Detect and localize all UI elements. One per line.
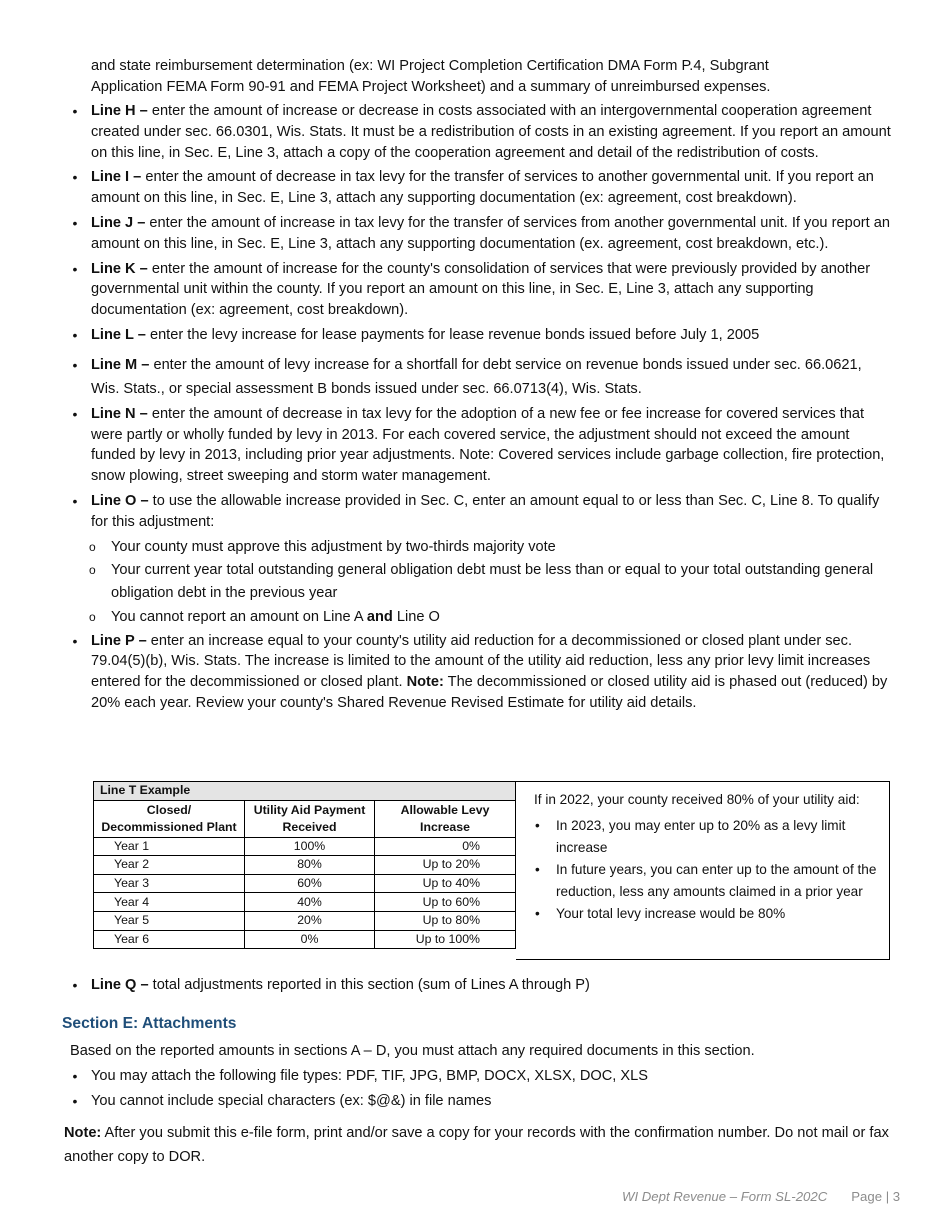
bullet-icon bbox=[70, 975, 80, 997]
bullet-icon bbox=[70, 259, 80, 281]
table-cell: 80% bbox=[245, 856, 375, 875]
line-label: Line P – bbox=[91, 632, 147, 649]
bullet-icon bbox=[70, 167, 80, 189]
page-footer bbox=[622, 1187, 900, 1208]
line-q-item bbox=[70, 975, 900, 996]
line-o-subitem bbox=[70, 605, 892, 629]
bullet-icon bbox=[70, 631, 80, 653]
line-label: Line H – bbox=[91, 103, 148, 119]
line-text: enter the amount of levy increase for a shortfall for debt service on revenue bonds issued under sec. 66.0621, Wis. Stats., or special assessment B bonds issued under sec. 66.0713(4), Wis. Stats. bbox=[91, 356, 862, 397]
example-bullet: • In 2023, you may enter up to 20% as a levy limit increase bbox=[516, 815, 889, 859]
line-q-list bbox=[70, 975, 900, 996]
line-o-subitem bbox=[70, 535, 892, 559]
subitem-text: Line O bbox=[392, 608, 440, 625]
line-n-item bbox=[70, 404, 892, 487]
line-instructions-list bbox=[70, 101, 892, 714]
bullet-icon bbox=[70, 491, 80, 513]
bullet-icon bbox=[70, 1066, 80, 1088]
line-j-item bbox=[70, 213, 892, 255]
continuation-line-1: and state reimbursement determination (ex: WI Project Completion Certification DMA Form P.4, Subgrant bbox=[91, 58, 769, 74]
line-i-item bbox=[70, 167, 892, 209]
line-t-example-table bbox=[93, 781, 516, 949]
section-e-bullets bbox=[70, 1066, 900, 1112]
line-p-item bbox=[70, 631, 892, 714]
bullet-icon bbox=[70, 325, 80, 347]
bullet-icon bbox=[70, 1091, 80, 1113]
line-label: Line I – bbox=[91, 169, 142, 186]
example-intro: If in 2022, your county received 80% of your utility aid: bbox=[534, 792, 860, 807]
continuation-line-2: Application FEMA Form 90-91 and FEMA Project Worksheet) and a summary of unreimbursed expenses. bbox=[91, 78, 771, 95]
table-cell: 0% bbox=[245, 930, 375, 949]
table-row bbox=[94, 930, 516, 949]
table-cell: Year 2 bbox=[94, 856, 245, 875]
line-h-item bbox=[70, 101, 892, 163]
table-row bbox=[94, 911, 516, 930]
hollow-bullet-icon bbox=[89, 605, 96, 629]
table-cell: 60% bbox=[245, 874, 375, 893]
submission-note bbox=[64, 1121, 904, 1169]
note-text: The decommissioned or closed utility aid is phased out (reduced) by 20% each year. Review your county's Shared Revenue Revised Estimate for utility aid details. bbox=[91, 674, 888, 711]
attachment-rule bbox=[70, 1091, 900, 1112]
line-label: Line N – bbox=[91, 405, 148, 422]
line-text: enter the amount of increase or decrease in costs associated with an intergovernmental cooperation agreement created under sec. 66.0301, Wis. Stats. It must be a redistribution of costs in an existing agreement. If you report an amount on this line, in Sec. E, Line 3, attach a copy of the cooperation agreement and detail of the redistribution of costs. bbox=[91, 103, 891, 161]
line-label: Line M – bbox=[91, 356, 150, 373]
line-text: to use the allowable increase provided in Sec. C, enter an amount equal to or less than Sec. C, Line 8. To qualify for this adjustment: bbox=[91, 492, 880, 530]
table-row bbox=[94, 893, 516, 912]
example-bullets bbox=[516, 815, 889, 925]
table-cell: Year 6 bbox=[94, 930, 245, 949]
footer-form-name: WI Dept Revenue – Form SL-202C bbox=[622, 1189, 828, 1204]
table-cell: 40% bbox=[245, 893, 375, 912]
bullet-icon bbox=[70, 101, 80, 123]
line-label: Line L – bbox=[91, 326, 146, 343]
line-text: enter the amount of increase in tax levy for the transfer of services from another governmental unit. If you report an amount on this line, in Sec. E, Line 3, attach any supporting documentation (ex. agreement, cost breakdown, etc.). bbox=[91, 214, 891, 252]
footer-page-number: Page | 3 bbox=[851, 1189, 901, 1204]
line-text: total adjustments reported in this section (sum of Lines A through P) bbox=[152, 977, 590, 993]
line-text: enter the amount of increase for the county's consolidation of services that were previously provided by another governmental unit within the county. If you report an amount on this line, in Sec. E, Line 3, attach any supporting documentation (ex: agreement, cost breakdown). bbox=[91, 260, 871, 319]
table-cell: Up to 40% bbox=[375, 874, 516, 893]
line-text: enter an increase equal to your county's utility aid reduction for a decommissioned or closed plant under sec. 79.04(5)(b), Wis. Stats. The increase is limited to the amount of the utility aid reduction, less any prior levy limit increases entered for the decommissioned or closed plant. bbox=[91, 632, 871, 691]
line-label: Line O – bbox=[91, 492, 149, 509]
line-l-item bbox=[70, 325, 892, 346]
bullet-icon bbox=[70, 404, 80, 426]
line-label: Line J – bbox=[91, 214, 146, 231]
table-cell: 100% bbox=[245, 837, 375, 856]
bullet-icon bbox=[70, 213, 80, 235]
bullet-icon bbox=[70, 353, 80, 378]
note-label: Note: bbox=[64, 1125, 102, 1141]
line-o-subitem bbox=[70, 559, 892, 605]
example-bullet: • Your total levy increase would be 80% bbox=[516, 903, 889, 925]
subitem-text: Your county must approve this adjustment by two-thirds majority vote bbox=[111, 538, 556, 555]
emphasis-and: and bbox=[366, 608, 393, 625]
table-cell: Year 4 bbox=[94, 893, 245, 912]
section-e-heading: Section E: Attachments bbox=[62, 1015, 237, 1032]
table-cell: Up to 100% bbox=[375, 930, 516, 949]
continuation-text bbox=[91, 56, 911, 98]
subitem-text: Your current year total outstanding general obligation debt must be less than or equal to your total outstanding general obligation debt in the previous year bbox=[111, 561, 874, 601]
table-cell: Up to 60% bbox=[375, 893, 516, 912]
attachment-rule bbox=[70, 1066, 900, 1087]
column-header: Allowable Levy Increase bbox=[375, 800, 516, 837]
subitem-text: You cannot report an amount on Line A bbox=[111, 608, 367, 625]
rule-text: You may attach the following file types: PDF, TIF, JPG, BMP, DOCX, XLSX, DOC, XLS bbox=[91, 1068, 648, 1084]
hollow-bullet-icon bbox=[89, 559, 96, 582]
example-bullet: • In future years, you can enter up to the amount of the reduction, less any amounts claimed in a prior year bbox=[516, 859, 889, 903]
table-cell: Year 3 bbox=[94, 874, 245, 893]
line-k-item bbox=[70, 259, 892, 321]
table-cell: Year 1 bbox=[94, 837, 245, 856]
table-row bbox=[94, 856, 516, 875]
line-text: enter the amount of decrease in tax levy for the adoption of a new fee or fee increase for covered services that were partly or wholly funded by levy in 2013. For each covered service, the adjustment should not exceed the amount funded by levy in 2013, including prior year adjustments. Note: Covered services include garbage collection, fire protection, snow plowing, street sweeping and storm water management. bbox=[91, 405, 885, 485]
table-cell: Up to 20% bbox=[375, 856, 516, 875]
hollow-bullet-icon bbox=[89, 535, 96, 559]
line-label: Line K – bbox=[91, 260, 148, 277]
column-header: Utility Aid Payment Received bbox=[245, 800, 375, 837]
note-text: After you submit this e-file form, print and/or save a copy for your records with the confirmation number. Do not mail or fax another copy to DOR. bbox=[64, 1125, 889, 1165]
table-cell: 0% bbox=[375, 837, 516, 856]
example-explanation-box bbox=[516, 781, 890, 960]
table-cell: Year 5 bbox=[94, 911, 245, 930]
section-e-intro: Based on the reported amounts in sections A – D, you must attach any required documents in this section. bbox=[70, 1043, 755, 1059]
table-row bbox=[94, 837, 516, 856]
line-label: Line Q – bbox=[91, 977, 149, 993]
line-text: enter the amount of decrease in tax levy for the transfer of services to another governmental unit. If you report an amount on this line, in Sec. E, Line 3, attach any supporting documentation (ex: agreement, cost breakdown). bbox=[91, 169, 874, 207]
note-label: Note: bbox=[406, 674, 444, 691]
table-row bbox=[94, 874, 516, 893]
table-cell: 20% bbox=[245, 911, 375, 930]
table-caption: Line T Example bbox=[94, 782, 516, 801]
line-text: enter the levy increase for lease payments for lease revenue bonds issued before July 1, 2005 bbox=[149, 326, 760, 343]
table-cell: Up to 80% bbox=[375, 911, 516, 930]
column-header: Closed/ Decommissioned Plant bbox=[94, 800, 245, 837]
rule-text: You cannot include special characters (ex: $@&) in file names bbox=[91, 1092, 492, 1109]
line-o-item bbox=[70, 491, 892, 533]
line-m-item bbox=[70, 353, 892, 401]
